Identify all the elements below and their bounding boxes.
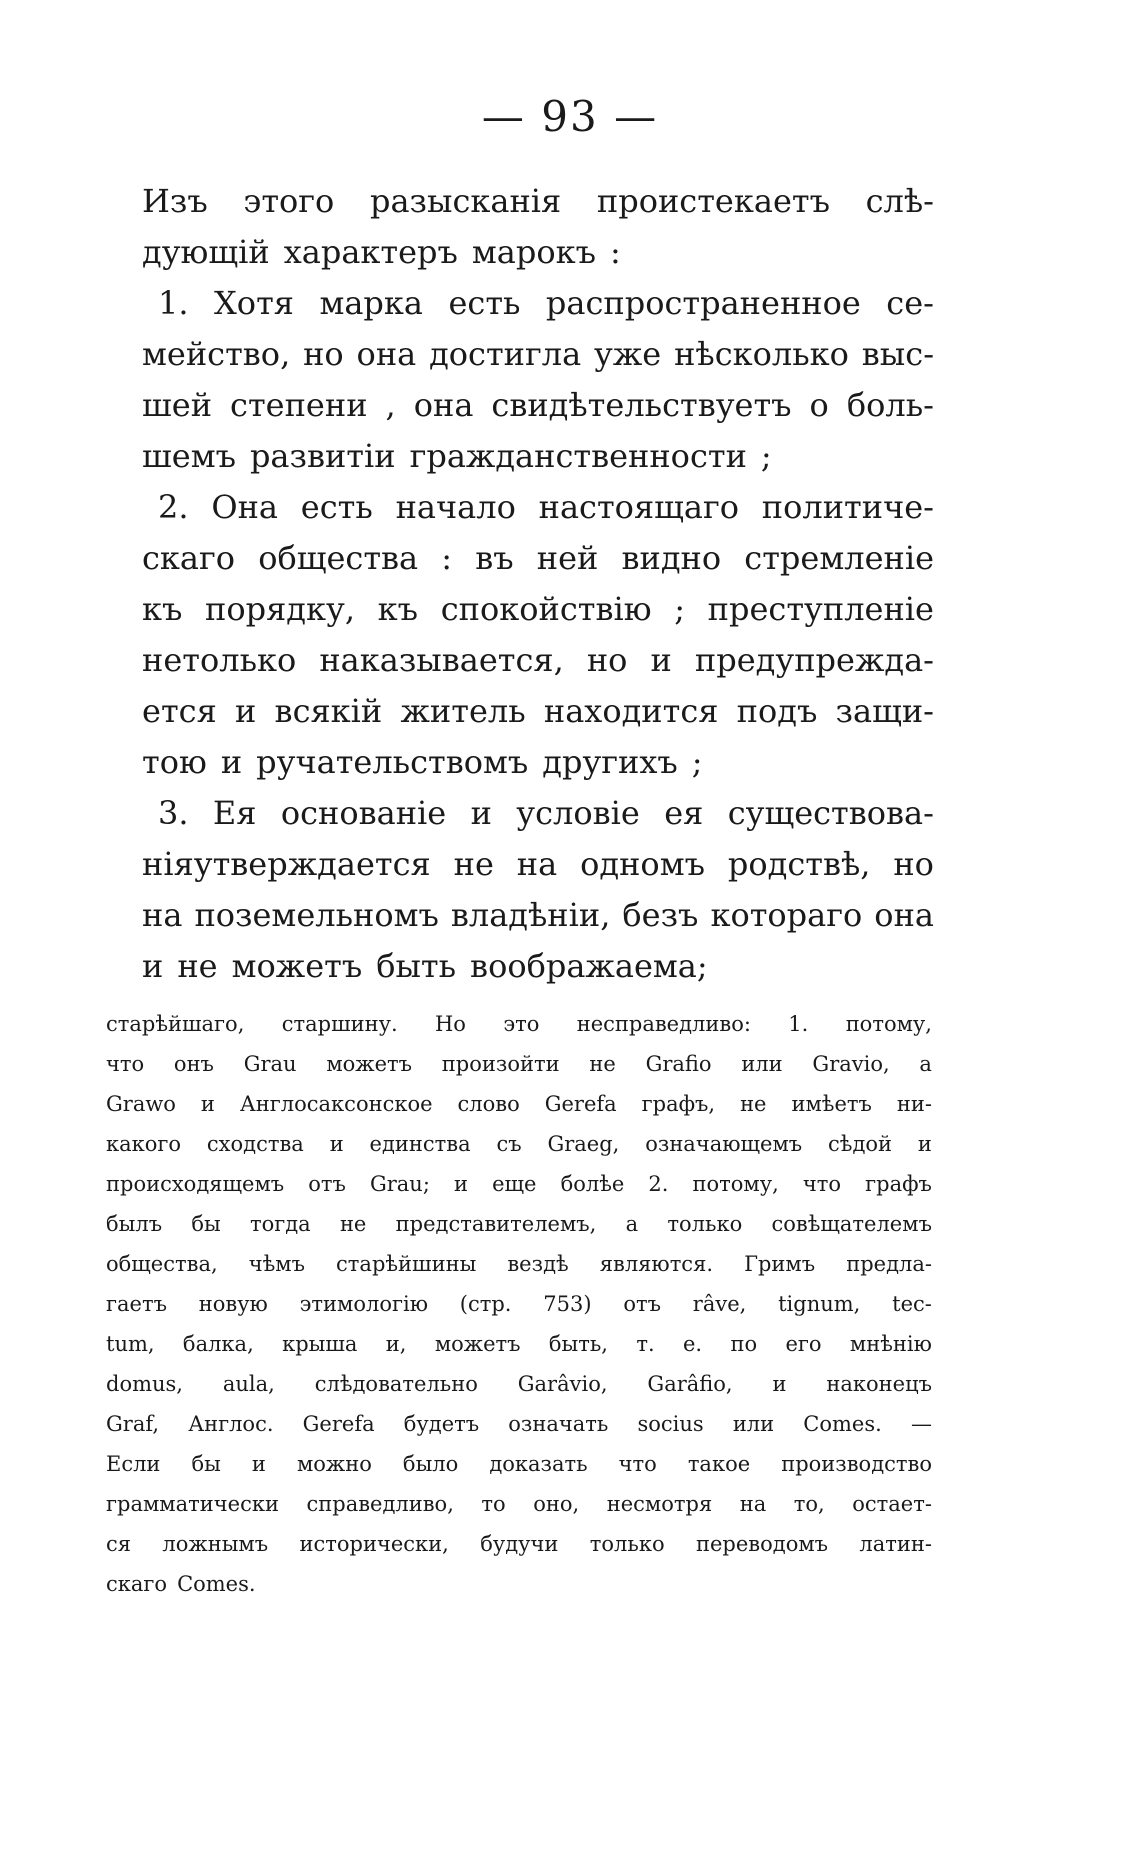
footnote-line: Если бы и можно было доказать что такое производство [106,1452,932,1476]
main-text-line: тою и ручательствомъ другихъ ; [142,743,703,781]
main-text-line: ется и всякій житель находится подъ защи- [142,692,934,730]
footnote-line: domus, aula, слѣдовательно Garâvio, Garâfio, и наконецъ [106,1372,932,1396]
main-text-line: 1. Хотя марка есть распространенное се- [158,284,934,322]
main-text-line: Изъ этого разысканія проистекаетъ слѣ- [142,182,934,220]
main-text-line: нетолько наказывается, но и предупрежда- [142,641,934,679]
main-text-line: скаго общества : въ ней видно стремленіе [142,539,934,577]
footnote-line: tum, балка, крыша и, можетъ быть, т. е. по его мнѣнію [106,1332,932,1356]
footnote-line: старѣйшаго, старшину. Но это несправедливо: 1. потому, [106,1012,932,1036]
main-text-line: дующій характеръ марокъ : [142,233,621,271]
footnote-line: гаетъ новую этимологію (стр. 753) отъ râve, tignum, tec- [106,1292,932,1316]
page-number: — 93 — [481,92,659,141]
footnote-line: что онъ Grau можетъ произойти не Grafio или Gravio, а [106,1052,932,1076]
footnote-line: Graf, Англос. Gerefa будетъ означать socius или Comes. — [106,1412,932,1436]
main-text-line: шемъ развитіи гражданственности ; [142,437,772,475]
footnote-line: какого сходства и единства съ Graeg, означающемъ сѣдой и [106,1132,932,1156]
footnote-line: Grawo и Англосаксонское слово Gerefa графъ, не имѣетъ ни- [106,1092,932,1116]
main-text-line: мейство, но она достигла уже нѣсколько выс- [142,335,934,373]
footnote-line: грамматически справедливо, то оно, несмотря на то, остает- [106,1492,932,1516]
main-text-line: 2. Она есть начало настоящаго политиче- [158,488,934,526]
main-text-line: и не можетъ быть воображаема; [142,947,708,985]
footnote-line: скаго Comes. [106,1572,256,1596]
main-text-line: ніяутверждается не на одномъ родствѣ, но [142,845,934,883]
main-text-line: шей степени , она свидѣтельствуетъ о боль- [142,386,934,424]
footnote-line: былъ бы тогда не представителемъ, а только совѣщателемъ [106,1212,932,1236]
main-text-line: 3. Ея основаніе и условіе ея существова- [158,794,934,832]
footnote-line: общества, чѣмъ старѣйшины вездѣ являются. Гримъ предла- [106,1252,932,1276]
main-text-block [142,176,934,992]
footnote-line: ся ложнымъ исторически, будучи только переводомъ латин- [106,1532,932,1556]
main-text-line: на поземельномъ владѣніи, безъ котораго она [142,896,934,934]
footnote-block [106,1004,932,1604]
main-text-line: къ порядку, къ спокойствію ; преступленіе [142,590,934,628]
footnote-line: происходящемъ отъ Grau; и еще болѣе 2. потому, что графъ [106,1172,932,1196]
